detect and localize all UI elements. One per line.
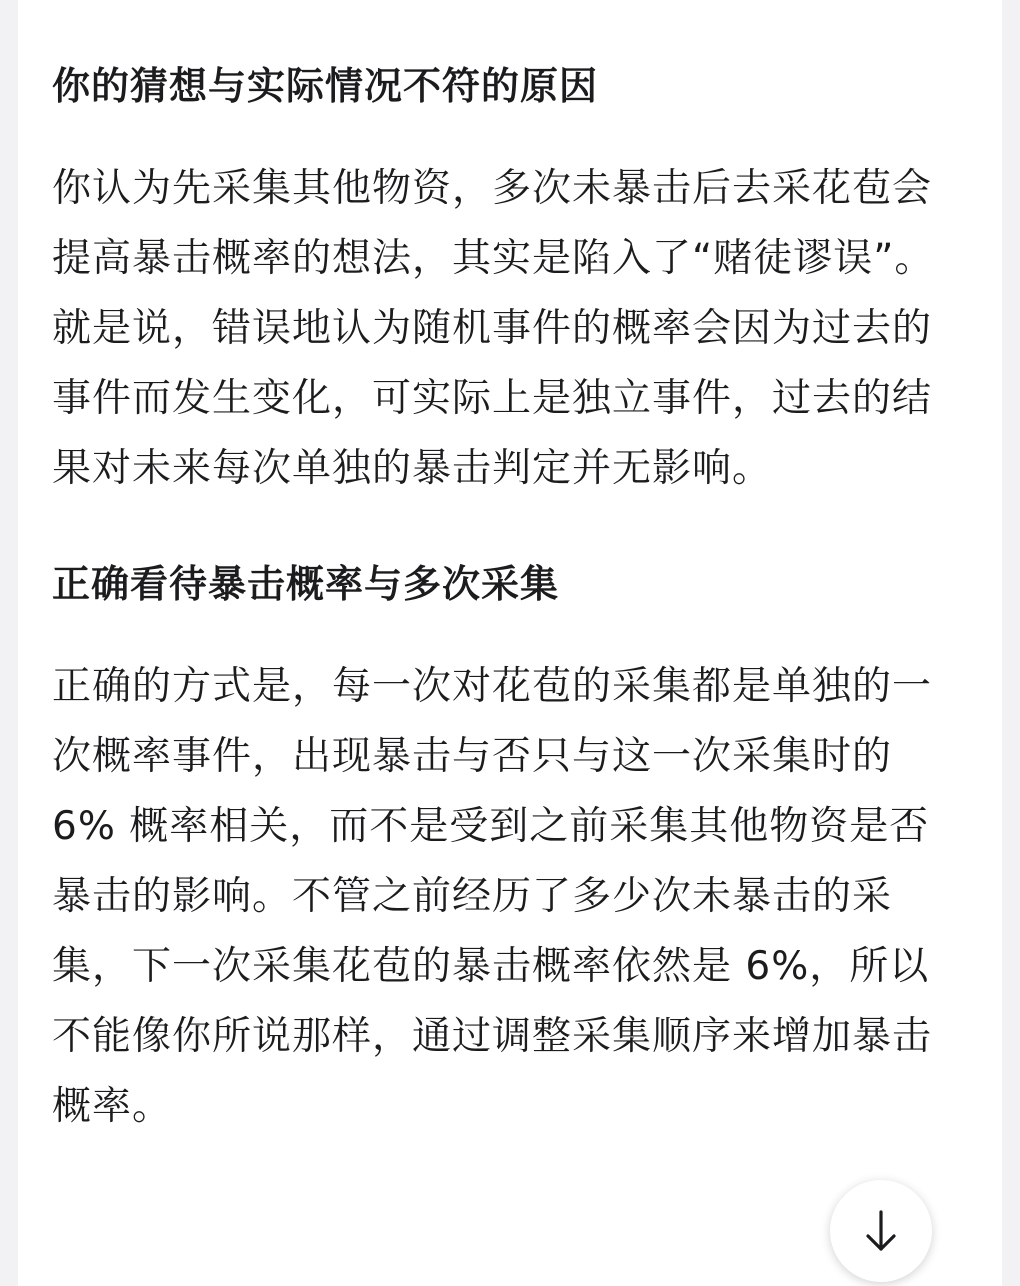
- chat-message-card: [18, 0, 1002, 1286]
- section-body-2: 正确的方式是，每一次对花苞的采集都是单独的一次概率事件，出现暴击与否只与这一次采集时的 6% 概率相关，而不是受到之前采集其他物资是否暴击的影响。不管之前经历了多少次未暴击的采集，下一次采集花苞的暴击概率依然是 6%，所以不能像你所说那样，通过调整采集顺序来增加暴击概率。: [52, 664, 933, 1129]
- section-body-1: 你认为先采集其他物资，多次未暴击后去采花苞会提高暴击概率的想法，其实是陷入了“赌徒谬误”。就是说，错误地认为随机事件的概率会因为过去的事件而发生变化，可实际上是独立事件，过去的结果对未来每次单独的暴击判定并无影响。: [52, 166, 935, 491]
- section-heading-2: 正确看待暴击概率与多次采集: [52, 562, 560, 606]
- section-heading-1: 你的猜想与实际情况不符的原因: [52, 64, 599, 108]
- message-content: [52, 56, 962, 1142]
- arrow-down-icon: [863, 1209, 899, 1253]
- scroll-to-bottom-button[interactable]: [830, 1180, 932, 1282]
